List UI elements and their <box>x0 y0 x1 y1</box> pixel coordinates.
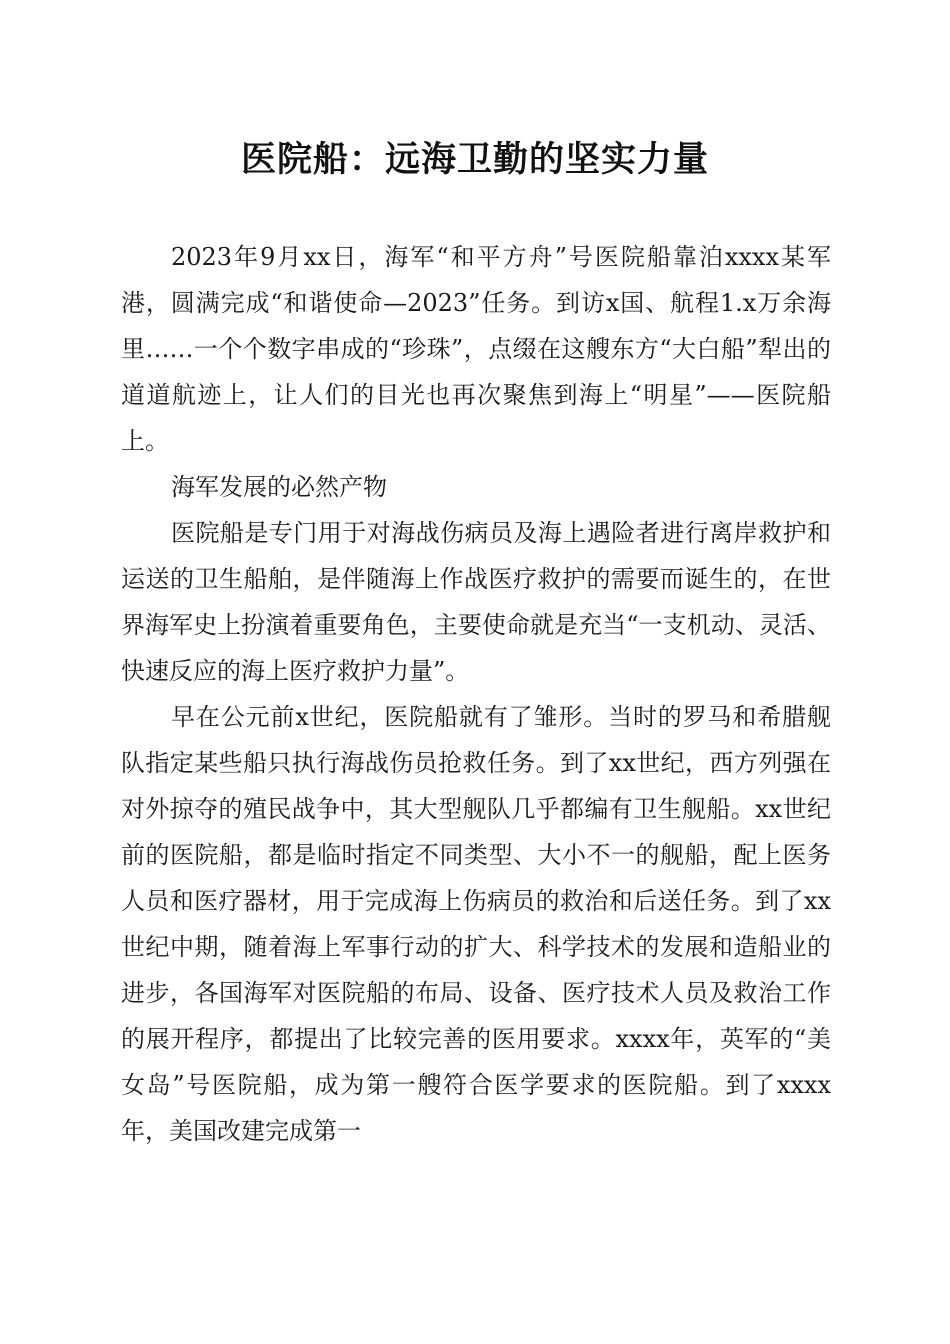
paragraph-intro: 2023年9月xx日，海军“和平方舟”号医院船靠泊xxxx某军港，圆满完成“和谐使命—2023”任务。到访x国、航程1.x万余海里……一个个数字串成的“珍珠”，点缀在这艘东方“大白船”犁出的道道航迹上，让人们的目光也再次聚焦到海上“明星”——医院船上。 <box>121 243 831 455</box>
section-heading: 海军发展的必然产物 <box>171 473 387 501</box>
document-title: 医院船：远海卫勤的坚实力量 <box>240 139 709 180</box>
paragraph-definition: 医院船是专门用于对海战伤病员及海上遇险者进行离岸救护和运送的卫生船舶，是伴随海上作战医疗救护的需要而诞生的，在世界海军史上扮演着重要角色，主要使命就是充当“一支机动、灵活、快速反应的海上医疗救护力量”。 <box>121 519 831 685</box>
document-body <box>121 234 831 1154</box>
paragraph-history: 早在公元前x世纪，医院船就有了雏形。当时的罗马和希腊舰队指定某些船只执行海战伤员抢救任务。到了xx世纪，西方列强在对外掠夺的殖民战争中，其大型舰队几乎都编有卫生舰船。xx世纪前的医院船，都是临时指定不同类型、大小不一的舰船，配上医务人员和医疗器材，用于完成海上伤病员的救治和后送任务。到了xx世纪中期，随着海上军事行动的扩大、科学技术的发展和造船业的进步，各国海军对医院船的布局、设备、医疗技术人员及救治工作的展开程序，都提出了比较完善的医用要求。xxxx年，英军的“美女岛”号医院船，成为第一艘符合医学要求的医院船。到了xxxx年，美国改建完成第一 <box>121 703 831 1145</box>
